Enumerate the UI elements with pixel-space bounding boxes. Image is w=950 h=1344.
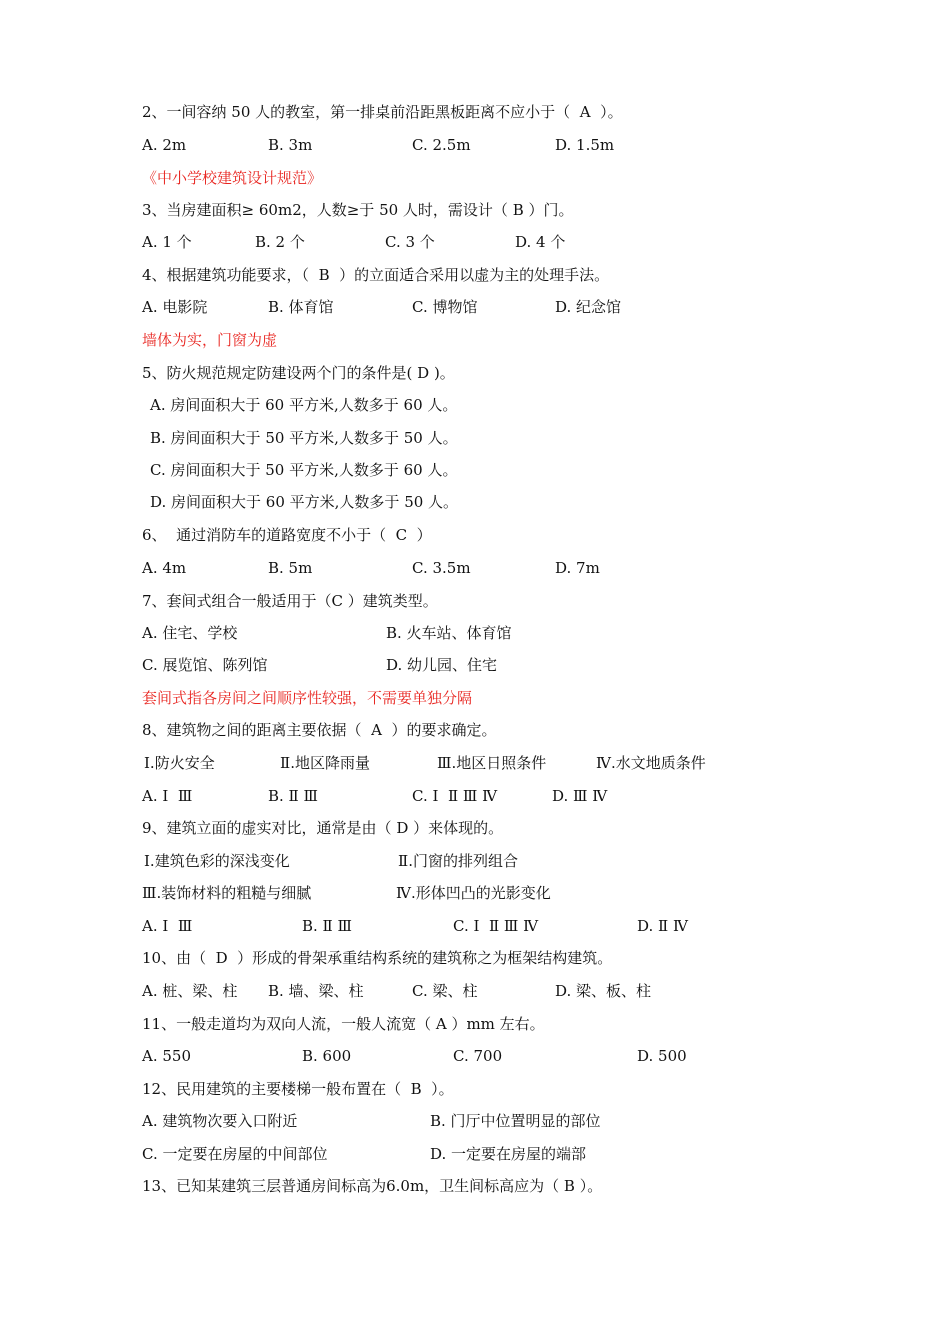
option-text: C. 一定要在房屋的中间部位 <box>142 1145 328 1163</box>
option-row <box>0 653 950 677</box>
option-text: C. Ⅰ Ⅱ Ⅲ Ⅳ <box>453 917 539 935</box>
line-text: D. 房间面积大于 60 平方米,人数多于 50 人。 <box>150 493 459 511</box>
annotation-note <box>0 166 950 190</box>
option-text: D. 500 <box>637 1047 687 1065</box>
option-row <box>0 621 950 645</box>
option-text: Ⅱ.门窗的排列组合 <box>398 852 518 870</box>
option-text: D. 一定要在房屋的端部 <box>430 1145 587 1163</box>
line-text: 3、当房建面积≥ 60m2，人数≥于 50 人时，需设计（ B ）门。 <box>142 201 574 219</box>
option-text: B. 5m <box>268 559 313 577</box>
line-text: 《中小学校建筑设计规范》 <box>142 169 323 187</box>
line-text: A. 房间面积大于 60 平方米,人数多于 60 人。 <box>150 396 458 414</box>
question-line <box>0 490 950 514</box>
option-text: B. 门厅中位置明显的部位 <box>430 1112 601 1130</box>
option-text: C. Ⅰ Ⅱ Ⅲ Ⅳ <box>412 787 498 805</box>
option-text: C. 展览馆、陈列馆 <box>142 656 268 674</box>
option-text: B. Ⅱ Ⅲ <box>302 917 352 935</box>
question-line <box>0 523 950 547</box>
option-row <box>0 1044 950 1068</box>
option-text: D. 幼儿园、住宅 <box>386 656 498 674</box>
line-text: 6、 通过消防车的道路宽度不小于（ C ） <box>142 526 432 544</box>
question-line <box>0 1012 950 1036</box>
option-text: D. 1.5m <box>555 136 615 154</box>
option-text: C. 3 个 <box>385 233 435 251</box>
option-text: D. 梁、板、柱 <box>555 982 652 1000</box>
annotation-note <box>0 328 950 352</box>
option-text: B. Ⅱ Ⅲ <box>268 787 318 805</box>
option-text: Ⅲ.装饰材料的粗糙与细腻 <box>142 884 312 902</box>
option-text: A. 1 个 <box>142 233 192 251</box>
annotation-note <box>0 686 950 710</box>
question-line <box>0 1174 950 1198</box>
option-text: D. 7m <box>555 559 600 577</box>
option-text: C. 3.5m <box>412 559 471 577</box>
option-text: A. Ⅰ Ⅲ <box>142 917 193 935</box>
option-text: Ⅰ.建筑色彩的深浅变化 <box>144 852 290 870</box>
question-line <box>0 458 950 482</box>
option-text: Ⅱ.地区降雨量 <box>280 754 370 772</box>
option-text: B. 2 个 <box>255 233 305 251</box>
line-text: 墙体为实，门窗为虚 <box>142 331 278 349</box>
option-row <box>0 881 950 905</box>
option-text: Ⅰ.防火安全 <box>144 754 215 772</box>
question-line <box>0 393 950 417</box>
option-text: D. Ⅱ Ⅳ <box>637 917 688 935</box>
option-row <box>0 230 950 254</box>
option-text: D. 4 个 <box>515 233 566 251</box>
option-row <box>0 556 950 580</box>
option-text: A. 建筑物次要入口附近 <box>142 1112 298 1130</box>
option-text: C. 梁、柱 <box>412 982 478 1000</box>
option-text: C. 2.5m <box>412 136 471 154</box>
question-line <box>0 100 950 124</box>
line-text: 9、建筑立面的虚实对比，通常是由（ D ）来体现的。 <box>142 819 504 837</box>
question-line <box>0 361 950 385</box>
option-row <box>0 914 950 938</box>
line-text: 11、一般走道均为双向人流，一般人流宽（ A ）mm 左右。 <box>142 1015 545 1033</box>
option-row <box>0 1142 950 1166</box>
option-row <box>0 133 950 157</box>
question-line <box>0 946 950 970</box>
option-text: D. 纪念馆 <box>555 298 622 316</box>
option-text: B. 600 <box>302 1047 352 1065</box>
option-row <box>0 849 950 873</box>
question-line <box>0 426 950 450</box>
line-text: 8、建筑物之间的距离主要依据（ A ）的要求确定。 <box>142 721 497 739</box>
option-text: Ⅳ.形体凹凸的光影变化 <box>396 884 551 902</box>
option-text: A. 桩、梁、柱 <box>142 982 238 1000</box>
option-text: A. Ⅰ Ⅲ <box>142 787 193 805</box>
line-text: B. 房间面积大于 50 平方米,人数多于 50 人。 <box>150 429 458 447</box>
question-line <box>0 198 950 222</box>
line-text: C. 房间面积大于 50 平方米,人数多于 60 人。 <box>150 461 458 479</box>
question-line <box>0 263 950 287</box>
line-text: 12、民用建筑的主要楼梯一般布置在（ B ）。 <box>142 1080 454 1098</box>
option-text: B. 火车站、体育馆 <box>386 624 512 642</box>
option-text: C. 博物馆 <box>412 298 478 316</box>
option-text: Ⅳ.水文地质条件 <box>596 754 706 772</box>
line-text: 套间式指各房间之间顺序性较强，不需要单独分隔 <box>142 689 473 707</box>
option-row <box>0 1109 950 1133</box>
question-line <box>0 816 950 840</box>
option-text: A. 550 <box>142 1047 191 1065</box>
line-text: 5、防火规范规定防建设两个门的条件是( D )。 <box>142 364 455 382</box>
line-text: 2、一间容纳 50 人的教室，第一排桌前沿距黑板距离不应小于（ A ）。 <box>142 103 623 121</box>
option-text: B. 3m <box>268 136 313 154</box>
option-text: A. 4m <box>142 559 187 577</box>
option-row <box>0 751 950 775</box>
question-line <box>0 589 950 613</box>
option-text: Ⅲ.地区日照条件 <box>437 754 547 772</box>
option-text: C. 700 <box>453 1047 503 1065</box>
line-text: 13、已知某建筑三层普通房间标高为6.0m，卫生间标高应为（ B ）。 <box>142 1177 603 1195</box>
line-text: 10、由（ D ）形成的骨架承重结构系统的建筑称之为框架结构建筑。 <box>142 949 613 967</box>
question-line <box>0 1077 950 1101</box>
option-text: A. 住宅、学校 <box>142 624 238 642</box>
line-text: 7、套间式组合一般适用于（C ）建筑类型。 <box>142 592 438 610</box>
question-line <box>0 718 950 742</box>
line-text: 4、根据建筑功能要求，（ B ）的立面适合采用以虚为主的处理手法。 <box>142 266 610 284</box>
option-row <box>0 784 950 808</box>
option-text: B. 墙、梁、柱 <box>268 982 364 1000</box>
option-text: A. 电影院 <box>142 298 208 316</box>
option-text: B. 体育馆 <box>268 298 334 316</box>
option-text: D. Ⅲ Ⅳ <box>552 787 608 805</box>
option-row <box>0 979 950 1003</box>
option-text: A. 2m <box>142 136 187 154</box>
option-row <box>0 295 950 319</box>
